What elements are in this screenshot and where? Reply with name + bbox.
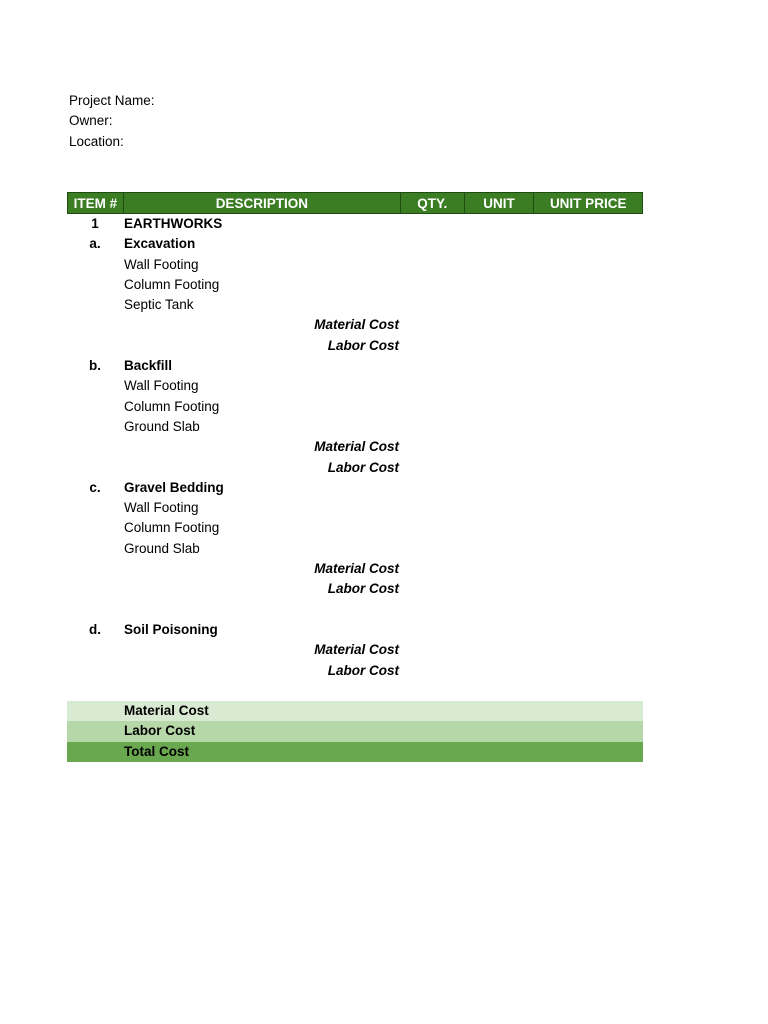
material-cost-subtotal-label: Material Cost — [314, 317, 399, 333]
summary-total-cost-row[interactable] — [67, 742, 643, 762]
group-letter: d. — [89, 621, 101, 637]
table-row[interactable] — [67, 539, 643, 559]
empty-row[interactable] — [67, 681, 643, 701]
line-item-description: Ground Slab — [124, 540, 200, 556]
column-header-unit-price[interactable]: UNIT PRICE — [549, 195, 627, 211]
section-title: EARTHWORKS — [124, 216, 223, 231]
line-item-description: Wall Footing — [124, 256, 199, 272]
table-row[interactable] — [67, 214, 643, 234]
table-row[interactable] — [67, 437, 643, 457]
table-row[interactable] — [67, 518, 643, 538]
bill-of-quantities-table — [67, 192, 643, 762]
summary-material-cost-label: Material Cost — [124, 703, 209, 719]
summary-total-cost-label: Total Cost — [124, 743, 189, 759]
project-name-label[interactable]: Project Name: — [69, 93, 155, 108]
labor-cost-subtotal-label: Labor Cost — [327, 662, 399, 678]
line-item-description: Septic Tank — [124, 297, 194, 313]
material-cost-subtotal-label: Material Cost — [314, 439, 399, 455]
column-header-item[interactable]: ITEM # — [68, 193, 124, 213]
table-row[interactable] — [67, 417, 643, 437]
material-cost-subtotal-label: Material Cost — [314, 561, 399, 577]
group-title: Soil Poisoning — [124, 621, 218, 637]
location-label[interactable]: Location: — [69, 133, 124, 149]
project-info — [69, 91, 155, 152]
table-row[interactable] — [67, 620, 643, 640]
labor-cost-subtotal-label: Labor Cost — [327, 459, 399, 475]
group-letter: b. — [89, 358, 101, 374]
table-row[interactable] — [67, 458, 643, 478]
table-row[interactable] — [67, 478, 643, 498]
group-title: Backfill — [124, 358, 173, 374]
table-row[interactable] — [67, 579, 643, 599]
summary-labor-cost-row[interactable] — [67, 721, 643, 741]
line-item-description: Column Footing — [124, 276, 220, 292]
line-item-description: Column Footing — [124, 398, 220, 414]
summary-labor-cost-label: Labor Cost — [124, 723, 196, 739]
column-header-qty[interactable]: QTY. — [401, 193, 465, 213]
line-item-description: Wall Footing — [124, 500, 199, 516]
table-row[interactable] — [67, 640, 643, 660]
table-row[interactable] — [67, 559, 643, 579]
owner-label[interactable]: Owner: — [69, 113, 113, 129]
summary-material-cost-row[interactable] — [67, 701, 643, 721]
section-number: 1 — [91, 216, 99, 231]
line-item-description: Column Footing — [124, 520, 220, 536]
table-row[interactable] — [67, 255, 643, 275]
table-row[interactable] — [67, 376, 643, 396]
table-row[interactable] — [67, 397, 643, 417]
group-title: Excavation — [124, 236, 196, 252]
table-row[interactable] — [67, 234, 643, 254]
line-item-description: Wall Footing — [124, 378, 199, 394]
table-row[interactable] — [67, 315, 643, 335]
table-row[interactable] — [67, 356, 643, 376]
labor-cost-subtotal-label: Labor Cost — [327, 581, 399, 597]
empty-row[interactable] — [67, 600, 643, 620]
table-header-row — [67, 192, 643, 214]
table-row[interactable] — [67, 661, 643, 681]
group-title: Gravel Bedding — [124, 479, 224, 495]
column-header-unit[interactable]: UNIT — [465, 193, 535, 213]
table-row[interactable] — [67, 498, 643, 518]
group-letter: a. — [89, 236, 101, 252]
table-row[interactable] — [67, 275, 643, 295]
labor-cost-subtotal-label: Labor Cost — [327, 337, 399, 353]
table-row[interactable] — [67, 336, 643, 356]
line-item-description: Ground Slab — [124, 418, 200, 434]
material-cost-subtotal-label: Material Cost — [314, 642, 399, 658]
group-letter: c. — [89, 479, 101, 495]
column-header-description[interactable]: DESCRIPTION — [124, 193, 401, 213]
table-row[interactable] — [67, 295, 643, 315]
